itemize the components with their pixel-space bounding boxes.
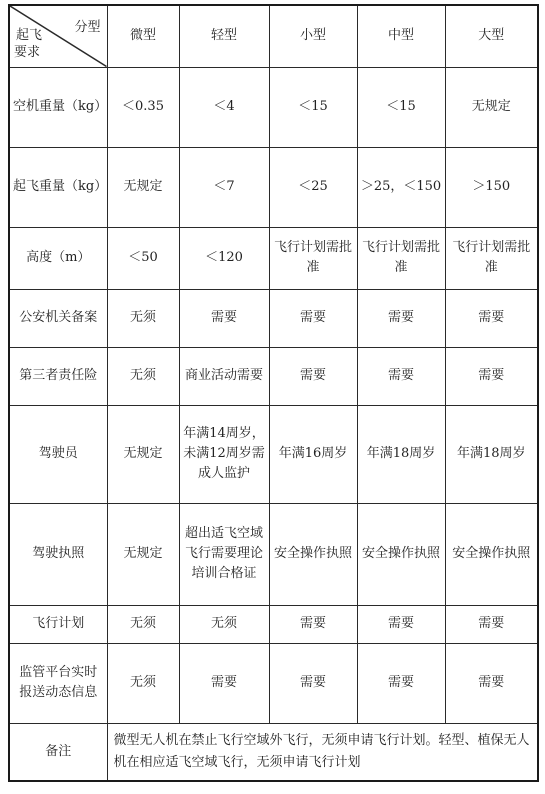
table-cell: ＜4: [179, 67, 269, 147]
table-row: [9, 147, 538, 227]
table-cell: 安全操作执照: [269, 503, 357, 605]
type-header: 中型: [357, 5, 445, 67]
table-row: [9, 227, 538, 289]
table-cell: ＜50: [107, 227, 179, 289]
table-cell: 需要: [445, 347, 538, 405]
row-label: 第三者责任险: [9, 347, 107, 405]
row-label: 驾驶执照: [9, 503, 107, 605]
row-label: 空机重量（kg）: [9, 67, 107, 147]
table-cell: 需要: [269, 643, 357, 723]
table-cell: 需要: [357, 289, 445, 347]
table-cell: ＞150: [445, 147, 538, 227]
table-cell: 需要: [269, 347, 357, 405]
table-row: [9, 503, 538, 605]
type-header: 小型: [269, 5, 357, 67]
table-cell: ＞25，＜150: [357, 147, 445, 227]
row-label: 驾驶员: [9, 405, 107, 503]
row-label: 高度（m）: [9, 227, 107, 289]
table-cell: 需要: [357, 605, 445, 643]
table-cell: 安全操作执照: [357, 503, 445, 605]
table-cell: 无规定: [107, 147, 179, 227]
table-cell: ＜25: [269, 147, 357, 227]
table-cell: 飞行计划需批准: [269, 227, 357, 289]
table-cell: 无须: [179, 605, 269, 643]
corner-left-label: 起飞: [16, 28, 43, 43]
table-row: [9, 289, 538, 347]
table-cell: 年满16周岁: [269, 405, 357, 503]
table-cell: ＜0.35: [107, 67, 179, 147]
table-cell: ＜15: [269, 67, 357, 147]
table-cell: 需要: [179, 289, 269, 347]
table-cell: 飞行计划需批准: [445, 227, 538, 289]
table-cell: 需要: [445, 605, 538, 643]
row-label: 监管平台实时报送动态信息: [9, 643, 107, 723]
table-cell: ＜15: [357, 67, 445, 147]
table-row: [9, 67, 538, 147]
table-row: [9, 347, 538, 405]
table-cell: 无规定: [107, 405, 179, 503]
corner-bottom-label: 要求: [14, 44, 41, 60]
table-cell: 需要: [445, 289, 538, 347]
table-cell: 需要: [179, 643, 269, 723]
table-cell: ＜7: [179, 147, 269, 227]
table-cell: 需要: [269, 289, 357, 347]
type-header: 微型: [107, 5, 179, 67]
table-cell: 无须: [107, 643, 179, 723]
type-header: 轻型: [179, 5, 269, 67]
header-row: [9, 5, 538, 67]
table-cell: 超出适飞空域飞行需要理论培训合格证: [179, 503, 269, 605]
table-cell: 需要: [269, 605, 357, 643]
table-row: [9, 405, 538, 503]
corner-top-label: 分型: [74, 20, 101, 35]
table-cell: 需要: [357, 643, 445, 723]
row-label: 公安机关备案: [9, 289, 107, 347]
table-cell: 无须: [107, 289, 179, 347]
table-cell: 年满14周岁，未满12周岁需成人监护: [179, 405, 269, 503]
table-cell: 需要: [445, 643, 538, 723]
note-text: 微型无人机在禁止飞行空域外飞行，无须申请飞行计划。轻型、植保无人机在相应适飞空域飞行，无须申请飞行计划: [107, 723, 538, 781]
table-cell: 无须: [107, 605, 179, 643]
row-label: 飞行计划: [9, 605, 107, 643]
corner-header-cell: [9, 5, 107, 67]
table-cell: 无规定: [445, 67, 538, 147]
table-cell: 年满18周岁: [357, 405, 445, 503]
note-row: [9, 723, 538, 781]
table-cell: 需要: [357, 347, 445, 405]
table-cell: 无规定: [107, 503, 179, 605]
note-label: 备注: [9, 723, 107, 781]
table-cell: 无须: [107, 347, 179, 405]
table-row: [9, 643, 538, 723]
table-row: [9, 605, 538, 643]
drone-classification-table: [8, 4, 539, 782]
row-label: 起飞重量（kg）: [9, 147, 107, 227]
type-header: 大型: [445, 5, 538, 67]
table-cell: ＜120: [179, 227, 269, 289]
table-cell: 商业活动需要: [179, 347, 269, 405]
table-cell: 年满18周岁: [445, 405, 538, 503]
table-cell: 飞行计划需批准: [357, 227, 445, 289]
table-cell: 安全操作执照: [445, 503, 538, 605]
